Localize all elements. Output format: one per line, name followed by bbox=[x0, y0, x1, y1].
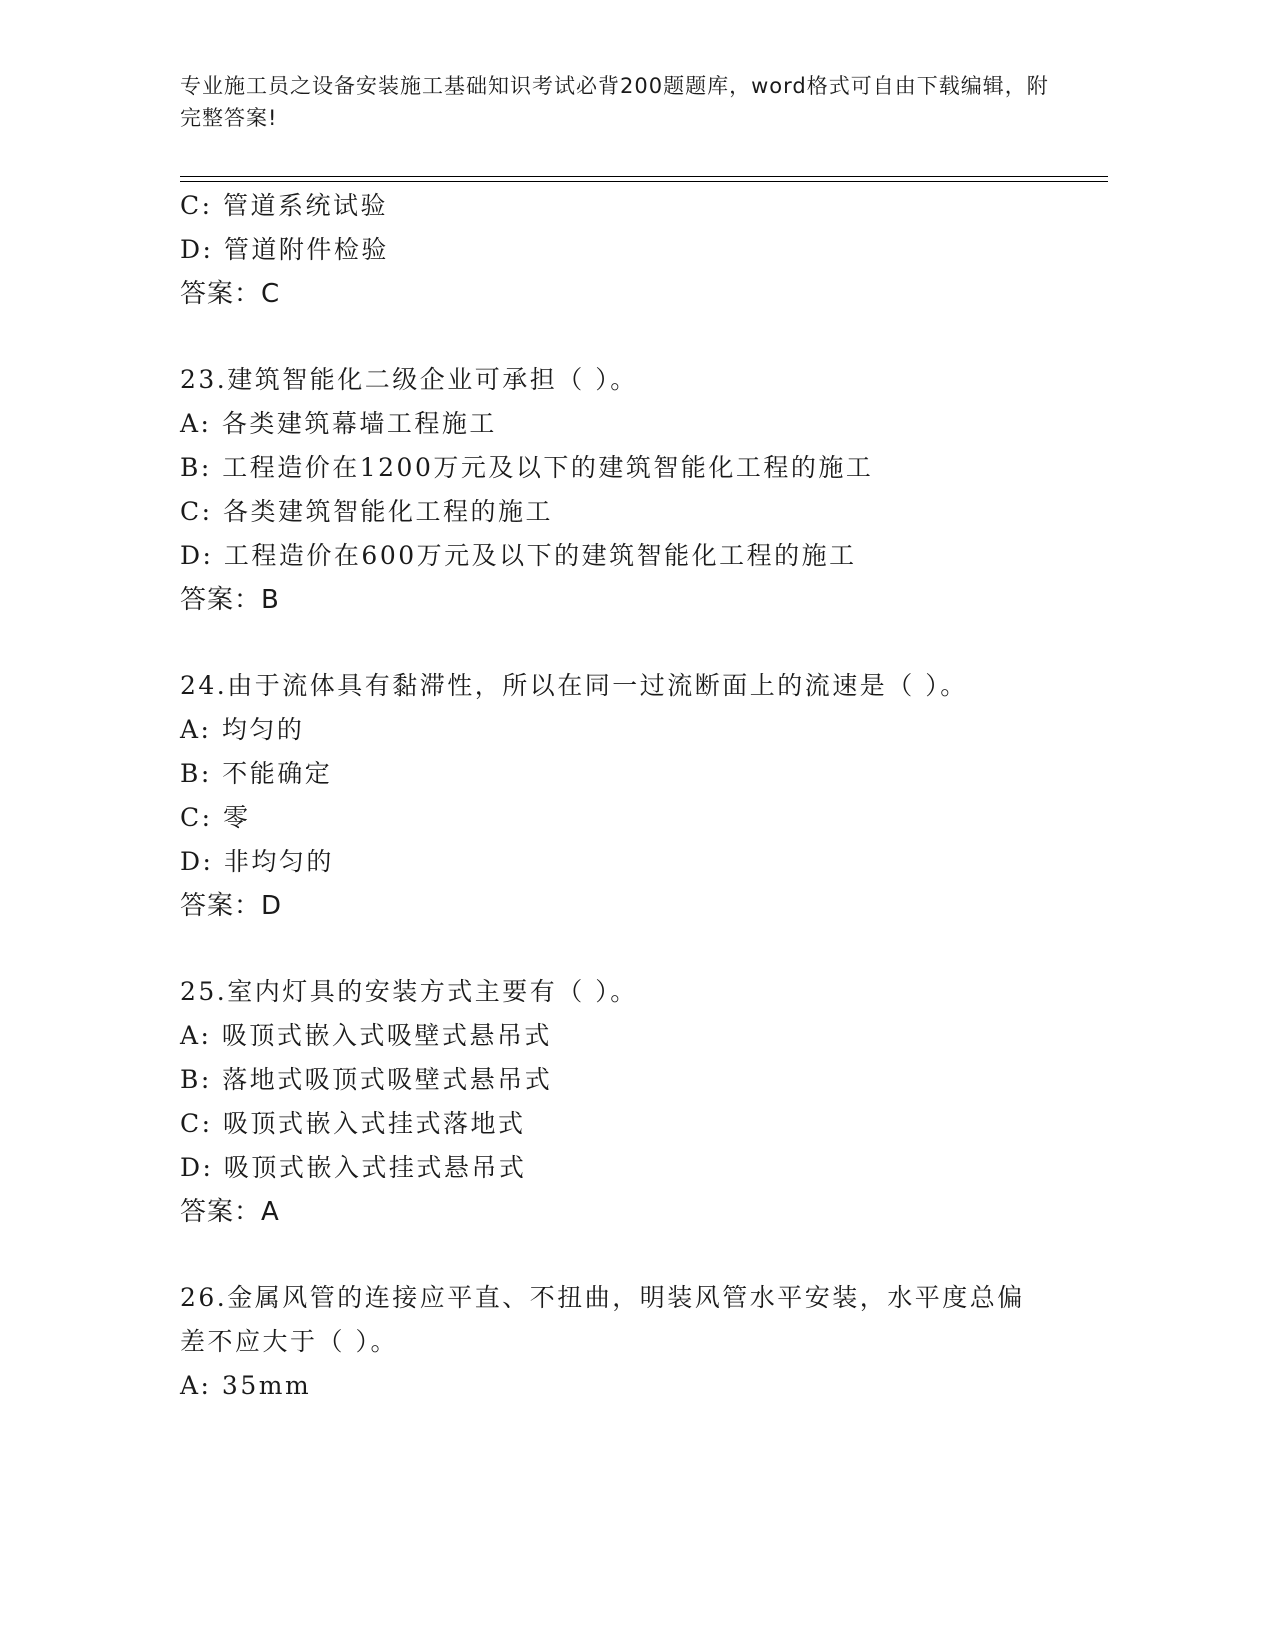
option-a: A: 吸顶式嵌入式吸壁式悬吊式 bbox=[180, 1021, 552, 1050]
option-d: D: 工程造价在600万元及以下的建筑智能化工程的施工 bbox=[180, 541, 857, 570]
option-c: C: 吸顶式嵌入式挂式落地式 bbox=[180, 1109, 526, 1138]
document-header bbox=[180, 70, 1060, 134]
option-c: C: 各类建筑智能化工程的施工 bbox=[180, 497, 553, 526]
option-a: A: 各类建筑幕墙工程施工 bbox=[180, 409, 497, 438]
option-d: D: 吸顶式嵌入式挂式悬吊式 bbox=[180, 1153, 527, 1182]
option-d: D: 非均匀的 bbox=[180, 847, 334, 876]
question-stem: 26.金属风管的连接应平直、不扭曲，明装风管水平安装，水平度总偏差不应大于（ ）。 bbox=[180, 1283, 1025, 1356]
answer: 答案：D bbox=[180, 891, 283, 921]
answer: 答案：C bbox=[180, 279, 281, 309]
question-stem: 23.建筑智能化二级企业可承担（ ）。 bbox=[180, 365, 638, 394]
question-24 bbox=[180, 664, 1080, 928]
option-d: D: 管道附件检验 bbox=[180, 235, 389, 264]
question-26 bbox=[180, 1276, 1080, 1408]
option-b: B: 落地式吸顶式吸壁式悬吊式 bbox=[180, 1065, 553, 1094]
answer: 答案：A bbox=[180, 1197, 280, 1227]
header-divider bbox=[180, 176, 1108, 182]
option-b: B: 工程造价在1200万元及以下的建筑智能化工程的施工 bbox=[180, 453, 874, 482]
question-25 bbox=[180, 970, 1080, 1234]
question-stem: 25.室内灯具的安装方式主要有（ ）。 bbox=[180, 977, 638, 1006]
option-a: A: 均匀的 bbox=[180, 715, 305, 744]
option-c: C: 管道系统试验 bbox=[180, 191, 388, 220]
spacer bbox=[180, 316, 1080, 358]
spacer bbox=[180, 622, 1080, 664]
answer: 答案：B bbox=[180, 585, 280, 615]
question-23 bbox=[180, 358, 1080, 622]
spacer bbox=[180, 1234, 1080, 1276]
partial-question bbox=[180, 184, 1080, 316]
option-a: A: 35mm bbox=[180, 1371, 312, 1400]
option-c: C: 零 bbox=[180, 803, 251, 832]
question-list bbox=[180, 184, 1080, 1408]
question-stem: 24.由于流体具有黏滞性，所以在同一过流断面上的流速是（ ）。 bbox=[180, 671, 968, 700]
header-text: 专业施工员之设备安装施工基础知识考试必背200题题库，word格式可自由下载编辑，附完整答案! bbox=[180, 74, 1049, 130]
spacer bbox=[180, 928, 1080, 970]
option-b: B: 不能确定 bbox=[180, 759, 333, 788]
